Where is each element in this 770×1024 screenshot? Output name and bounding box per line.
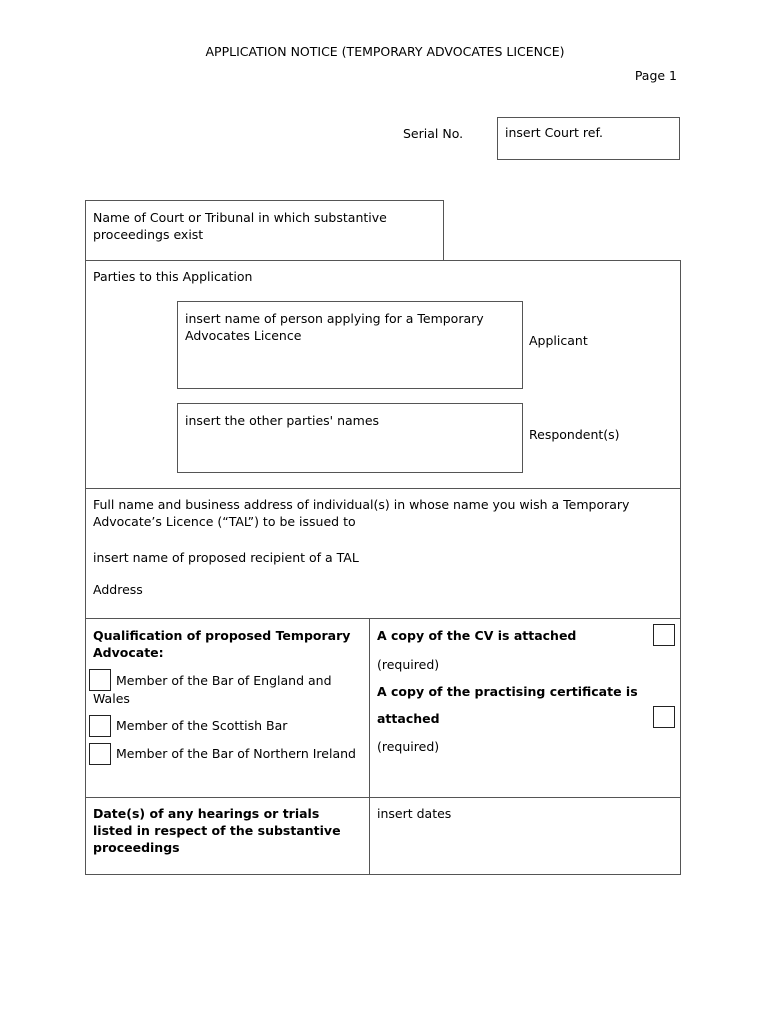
respondent-field-value: insert the other parties' names [185,413,380,428]
applicant-field[interactable] [177,301,523,389]
parties-heading: Parties to this Application [93,269,253,284]
certificate-label-line2: attached [377,711,440,726]
serial-field-value: insert Court ref. [505,125,603,140]
divider [85,618,681,619]
england-wales-checkbox[interactable] [89,669,111,691]
court-name-label: Name of Court or Tribunal in which substantive proceedings exist [93,210,387,242]
england-wales-label-line1: Member of the Bar of England and [116,673,332,688]
recipient-name-field[interactable]: insert name of proposed recipient of a TAL [93,550,359,565]
england-wales-label-line2: Wales [93,691,130,706]
cv-checkbox[interactable] [653,624,675,646]
recipient-address-field[interactable]: Address [93,582,143,597]
page-number: Page 1 [634,68,677,83]
court-name-field[interactable] [85,200,444,261]
divider [85,797,681,798]
scottish-bar-label: Member of the Scottish Bar [116,718,288,733]
page-title: APPLICATION NOTICE (TEMPORARY ADVOCATES LICENCE) [205,44,565,59]
recipient-heading: Full name and business address of individual(s) in whose name you wish a Temporary Advocate’s Licence (“TAL”) to be issued to [93,497,630,529]
cv-required: (required) [377,657,440,672]
scottish-bar-checkbox[interactable] [89,715,111,737]
hearings-label: Date(s) of any hearings or trials listed in respect of the substantive proceedings [93,806,341,855]
respondent-field[interactable] [177,403,523,473]
cv-label: A copy of the CV is attached [377,628,577,643]
respondent-label: Respondent(s) [529,427,620,442]
serial-label: Serial No. [403,126,464,141]
qualification-heading: Qualification of proposed Temporary Advocate: [93,628,351,660]
column-divider [369,618,370,875]
applicant-field-value: insert name of person applying for a Temporary Advocates Licence [185,311,484,343]
serial-field[interactable] [497,117,680,160]
applicant-label: Applicant [529,333,588,348]
northern-ireland-checkbox[interactable] [89,743,111,765]
certificate-checkbox[interactable] [653,706,675,728]
certificate-label-line1: A copy of the practising certificate is [377,684,638,699]
northern-ireland-label: Member of the Bar of Northern Ireland [116,746,356,761]
certificate-required: (required) [377,739,440,754]
hearings-dates-field[interactable]: insert dates [377,806,452,821]
divider [85,488,681,489]
